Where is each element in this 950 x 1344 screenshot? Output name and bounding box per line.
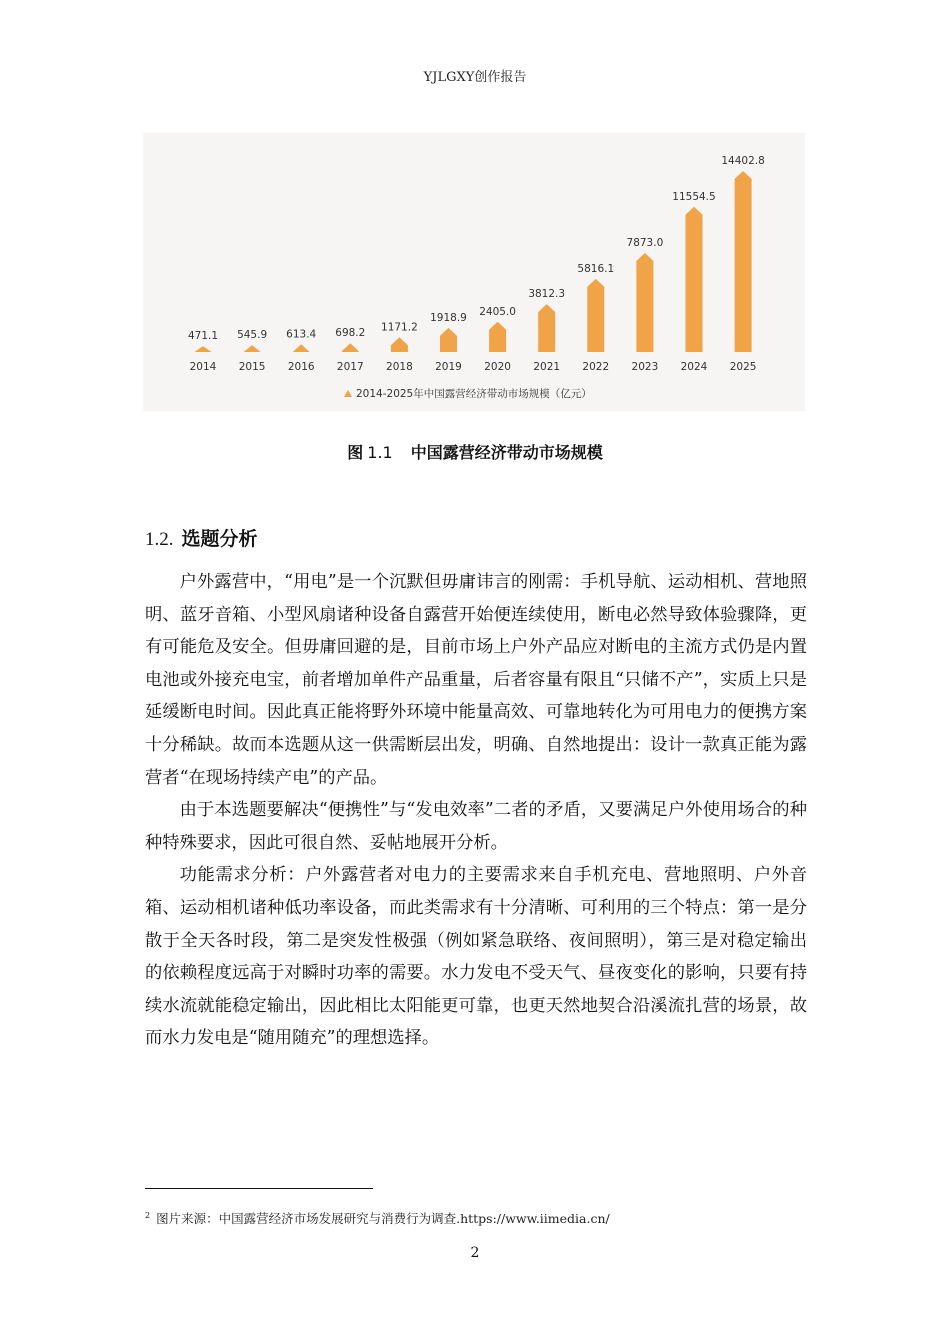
bar-2024 [686,207,703,352]
x-tick-label: 2021 [533,361,561,373]
section-number: 1.2. [145,529,174,550]
bar-2023 [636,253,653,352]
x-tick-label: 2017 [336,361,364,373]
bar-2019 [440,328,457,352]
legend-label: 2014-2025年中国露营经济带动市场规模（亿元） [356,388,592,400]
paragraph: 户外露营中，“用电”是一个沉默但毋庸讳言的刚需：手机导航、运动相机、营地照明、蓝牙音箱、小型风扇诸种设备自露营开始便连续使用，断电必然导致体验骤降，更有可能危及安全。但毋庸回避的是，目前市场上户外产品应对断电的主流方式仍是内置电池或外接充电宝，前者增加单件产品重量，后者容量有限且“只储不产”，实质上只是延缓断电时间。因此真正能将野外环境中能量高效、可靠地转化为可用电力的便携方案十分稀缺。故而本选题从这一供需断层出发，明确、自然地提出：设计一款真正能为露营者“在现场持续产电”的产品。 [145,572,807,788]
value-label: 11554.5 [672,190,716,203]
bar-2018 [391,337,408,352]
paragraph: 由于本选题要解决“便携性”与“发电效率”二者的矛盾，又要满足户外使用场合的种种特殊要求，因此可很自然、妥帖地展开分析。 [145,800,807,853]
bar-chart-svg [143,133,805,411]
value-label: 471.1 [187,330,219,343]
bar-2022 [587,279,604,352]
footnote-text: 图片来源：中国露营经济市场发展研究与消费行为调查.https://www.iimedia.cn/ [156,1211,610,1226]
bar-2016 [293,344,310,352]
value-label: 698.2 [335,327,366,340]
caption-title: 中国露营经济带动市场规模 [410,443,603,462]
market-size-chart [143,133,805,411]
x-tick-label: 2015 [238,361,266,373]
footnote-mark: 2 [145,1210,151,1220]
page-header: YJLGXY创作报告 [423,70,527,85]
legend-marker [344,390,352,397]
bar-2020 [489,322,506,352]
value-label: 1171.2 [381,321,418,334]
section-title: 选题分析 [181,528,258,550]
x-tick-label: 2023 [631,361,659,373]
x-tick-label: 2016 [287,361,315,373]
value-label: 545.9 [237,329,268,342]
x-tick-label: 2014 [189,361,217,373]
x-tick-label: 2020 [484,361,511,373]
x-tick-label: 2018 [386,361,413,373]
x-tick-label: 2024 [680,361,708,373]
bar-2017 [342,343,359,352]
footnote [145,1209,610,1227]
bar-2025 [735,171,752,352]
value-label: 613.4 [286,328,317,341]
section-heading [145,524,258,551]
body-text [145,566,807,1055]
footnote-divider [145,1188,373,1189]
caption-number: 1.1 [367,443,393,462]
bar-2015 [244,345,261,352]
value-label: 5816.1 [577,262,615,275]
value-label: 3812.3 [528,288,566,301]
value-label: 14402.8 [721,155,765,167]
value-label: 7873.0 [626,237,664,250]
figure-caption [0,440,950,463]
x-tick-label: 2025 [729,361,757,373]
paragraph: 功能需求分析：户外露营者对电力的主要需求来自手机充电、营地照明、户外音箱、运动相机诸种低功率设备，而此类需求有十分清晰、可利用的三个特点：第一是分散于全天各时段，第二是突发性极强（例如紧急联络、夜间照明），第三是对稳定输出的依赖程度远高于对瞬时功率的需要。水力发电不受天气、昼夜变化的影响，只要有持续水流就能稳定输出，因此相比太阳能更可靠，也更天然地契合沿溪流扎营的场景，故而水力发电是“随用随充”的理想选择。 [145,865,807,1049]
x-tick-label: 2022 [582,361,610,373]
caption-prefix: 图 [347,443,364,462]
value-label: 1918.9 [430,311,467,324]
bar-2021 [538,304,555,352]
value-label: 2405.0 [479,305,516,318]
page-number: 2 [470,1245,480,1261]
x-tick-label: 2019 [435,361,462,373]
bar-2014 [195,346,212,352]
